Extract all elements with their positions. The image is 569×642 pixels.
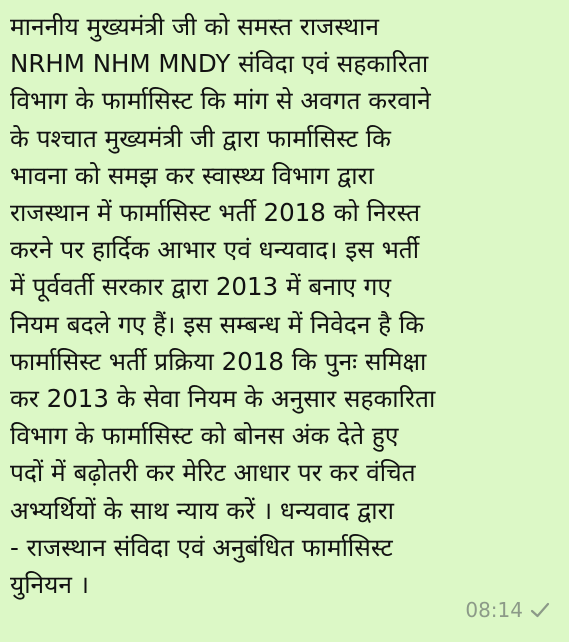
message-line: कर 2013 के सेवा नियम के अनुसार सहकारिता xyxy=(10,384,436,414)
message-line: नियम बदले गए हैं। इस सम्बन्ध में निवेदन है कि xyxy=(10,309,425,339)
message-timestamp: 08:14 xyxy=(465,598,523,622)
message-line: भावना को समझ कर स्वास्थ्य विभाग द्वारा xyxy=(10,160,374,190)
message-line: युनियन । xyxy=(10,570,90,600)
message-line: विभाग के फार्मासिस्ट को बोनस अंक देते हुए xyxy=(10,421,399,451)
message-line: में पूर्ववर्ती सरकार द्वारा 2013 में बनाए गए xyxy=(10,272,392,302)
message-line: अभ्यर्थियों के साथ न्याय करें । धन्यवाद द्वारा xyxy=(10,495,394,525)
message-line: करने पर हार्दिक आभार एवं धन्यवाद। इस भर्ती xyxy=(10,235,420,265)
message-meta xyxy=(465,596,551,624)
message-line: - राजस्थान संविदा एवं अनुबंधित फार्मासिस्ट xyxy=(10,532,393,562)
message-line: राजस्थान में फार्मासिस्ट भर्ती 2018 को निरस्त xyxy=(10,198,421,228)
single-check-icon xyxy=(529,599,551,621)
message-line: पदों में बढ़ोतरी कर मेरिट आधार पर कर वंचित xyxy=(10,458,416,488)
message-line: के पश्चात मुख्यमंत्री जी द्वारा फार्मासिस्ट कि xyxy=(10,123,391,153)
message-line: माननीय मुख्यमंत्री जी को समस्त राजस्थान xyxy=(10,12,379,41)
message-line: विभाग के फार्मासिस्ट कि मांग से अवगत करवाने xyxy=(10,86,431,116)
message-line: NRHM NHM MNDY संविदा एवं सहकारिता xyxy=(10,49,429,79)
message-text xyxy=(10,8,562,603)
message-line: फार्मासिस्ट भर्ती प्रक्रिया 2018 कि पुनः समिक्षा xyxy=(10,346,427,376)
